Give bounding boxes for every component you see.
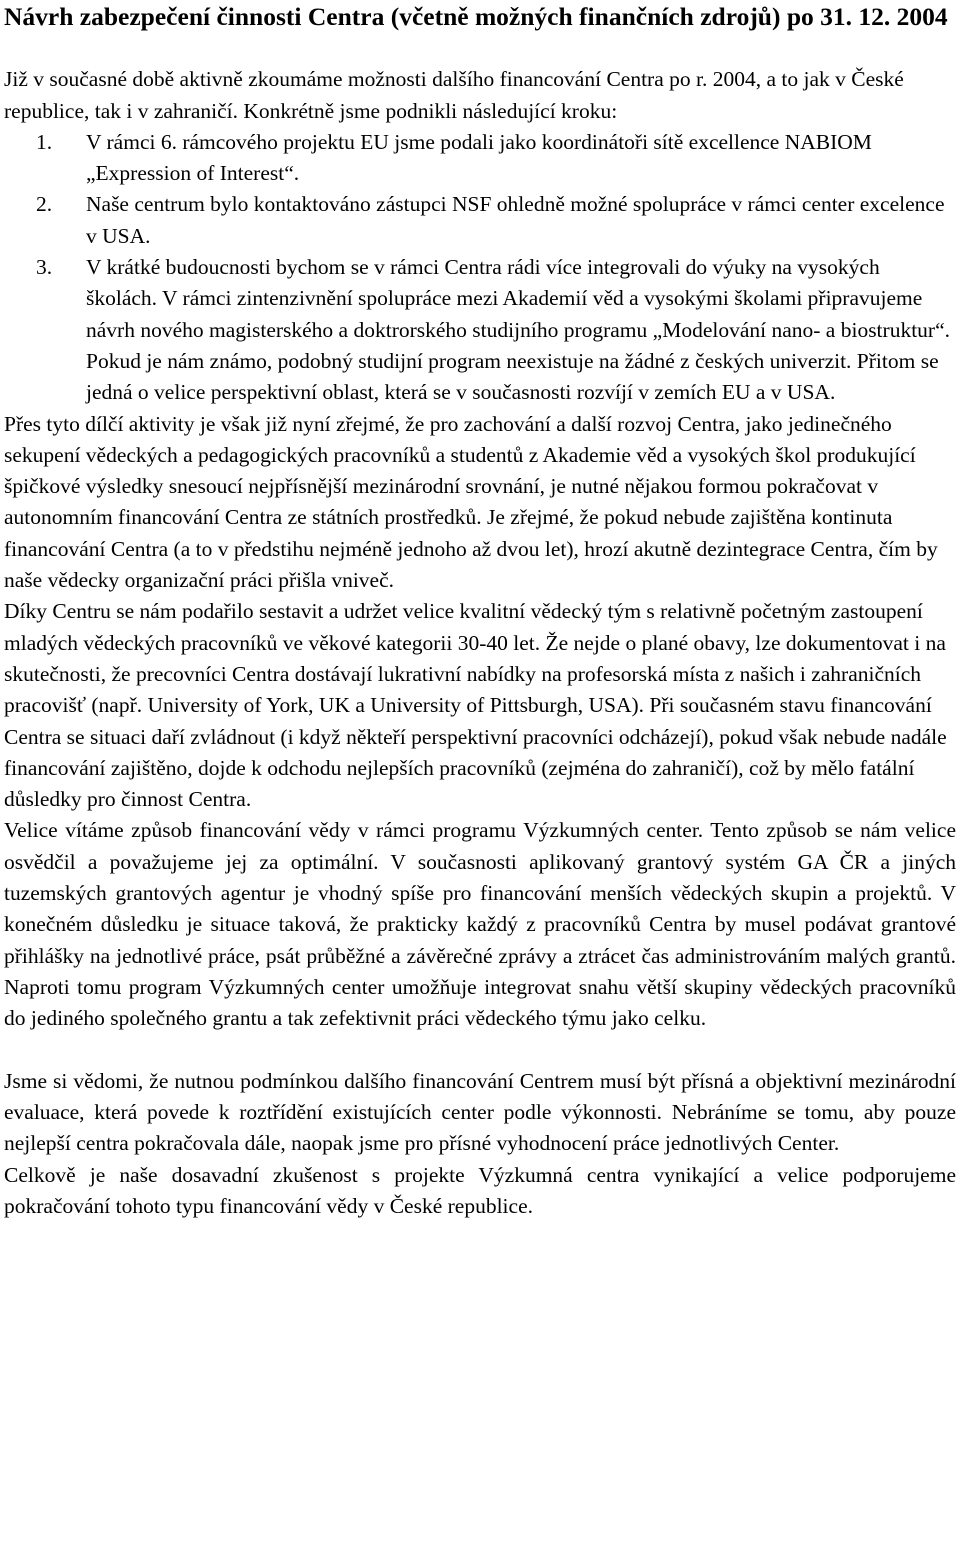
body-paragraph: Díky Centru se nám podařilo sestavit a udržet velice kvalitní vědecký tým s relativně početným zastoupení mladých vědeckých pracovníků ve věkové kategorii 30-40 let. Že nejde o plané obavy, lze dokumentovat i na skutečnosti, že precovníci Centra dostávají lukrativní nabídky na profesorská místa z našich i zahraničních pracovišť (např. University of York, UK a University of Pittsburgh, USA). Při současném stavu financování Centra se situaci daří zvládnout (i když někteří perspektivní pracovníci odcházejí), pokud však nebude nadále financování zajištěno, dojde k odchodu nejlepších pracovníků (zejména do zahraničí), což by mělo fatální důsledky pro činnost Centra. [4,599,947,812]
body-paragraph: Přes tyto dílčí aktivity je však již nyní zřejmé, že pro zachování a další rozvoj Centra, jako jedinečného sekupení vědeckých a pedagogických pracovníků a studentů z Akademie věd a vysokých škol produkující špičkové výsledky snesoucí nejpřísnější mezinárodní srovnání, je nutné nějakou formou pokračovat v autonomním financování Centra ze státních prostředků. Je zřejmé, že pokud nebude zajištěna kontinuta financování Centra (a to v předstihu nejméně jednoho až dvou let), hrozí akutně dezintegrace Centra, čím by naše vědecky organizační práci přišla vniveč. [4,411,938,593]
list-item [4,252,956,408]
steps-list [4,127,956,409]
list-item-number: 3. [36,255,53,280]
list-item [4,127,956,190]
list-item-number: 2. [36,192,53,217]
list-item [4,189,956,252]
closing-paragraph: Celkově je naše dosavadní zkušenost s projekte Výzkumná centra vynikající a velice podporujeme pokračování tohoto typu financování vědy v České republice. [4,1162,956,1218]
list-item-number: 1. [36,129,53,154]
list-item-text: V krátké budoucnosti bychom se v rámci Centra rádi více integrovali do výuky na vysokých školách. V rámci zintenzivnění spolupráce mezi Akademií věd a vysokými školami připravujeme návrh nového magisterského a doktrorského studijního programu „Modelování nano- a biostruktur“. Pokud je nám známo, podobný studijní program neexistuje na žádné z českých univerzit. Přitom se jedná o velice perspektivní oblast, která se v současnosti rozvíjí v zemích EU a v USA. [86,255,950,405]
document-title: Návrh zabezpečení činnosti Centra (včetně možných finančních zdrojů) po 31. 12. 2004 [4,2,948,31]
document-page [4,0,956,1222]
intro-paragraph: Již v současné době aktivně zkoumáme možnosti dalšího financování Centra po r. 2004, a to jak v České republice, tak i v zahraničí. Konkrétně jsme podnikli následující kroku: [4,67,904,123]
spacer [4,1035,956,1066]
closing-paragraph: Jsme si vědomi, že nutnou podmínkou dalšího financování Centrem musí být přísná a objektivní mezinárodní evaluace, která povede k roztřídění existujících center podle výkonnosti. Nebráníme se tomu, aby pouze nejlepší centra pokračovala dále, naopak jsme pro přísné vyhodnocení práce jednotlivých Center. [4,1068,956,1156]
list-item-text: V rámci 6. rámcového projektu EU jsme podali jako koordinátoři sítě excellence NABIOM „Expression of Interest“. [86,129,872,186]
list-item-text: Naše centrum bylo kontaktováno zástupci NSF ohledně možné spolupráce v rámci center excelence v USA. [86,192,945,248]
body-paragraph: Velice vítáme způsob financování vědy v rámci programu Výzkumných center. Tento způsob se nám velice osvědčil a považujeme jej za optimální. V současnosti aplikovaný grantový systém GA ČR a jiných tuzemských grantových agentur je vhodný spíše pro financování menších vědeckých skupin a projektů. V konečném důsledku je situace taková, že prakticky každý z pracovníků Centra by musel podávat grantové přihlášky na jednotlivé práce, psát průběžné a závěrečné zprávy a ztrácet čas administrováním malých grantů. Naproti tomu program Výzkumných center umožňuje integrovat snahu větší skupiny vědeckých pracovníků do jediného společného grantu a tak zefektivnit práci vědeckého týmu jako celku. [4,818,956,1031]
spacer [4,33,956,64]
